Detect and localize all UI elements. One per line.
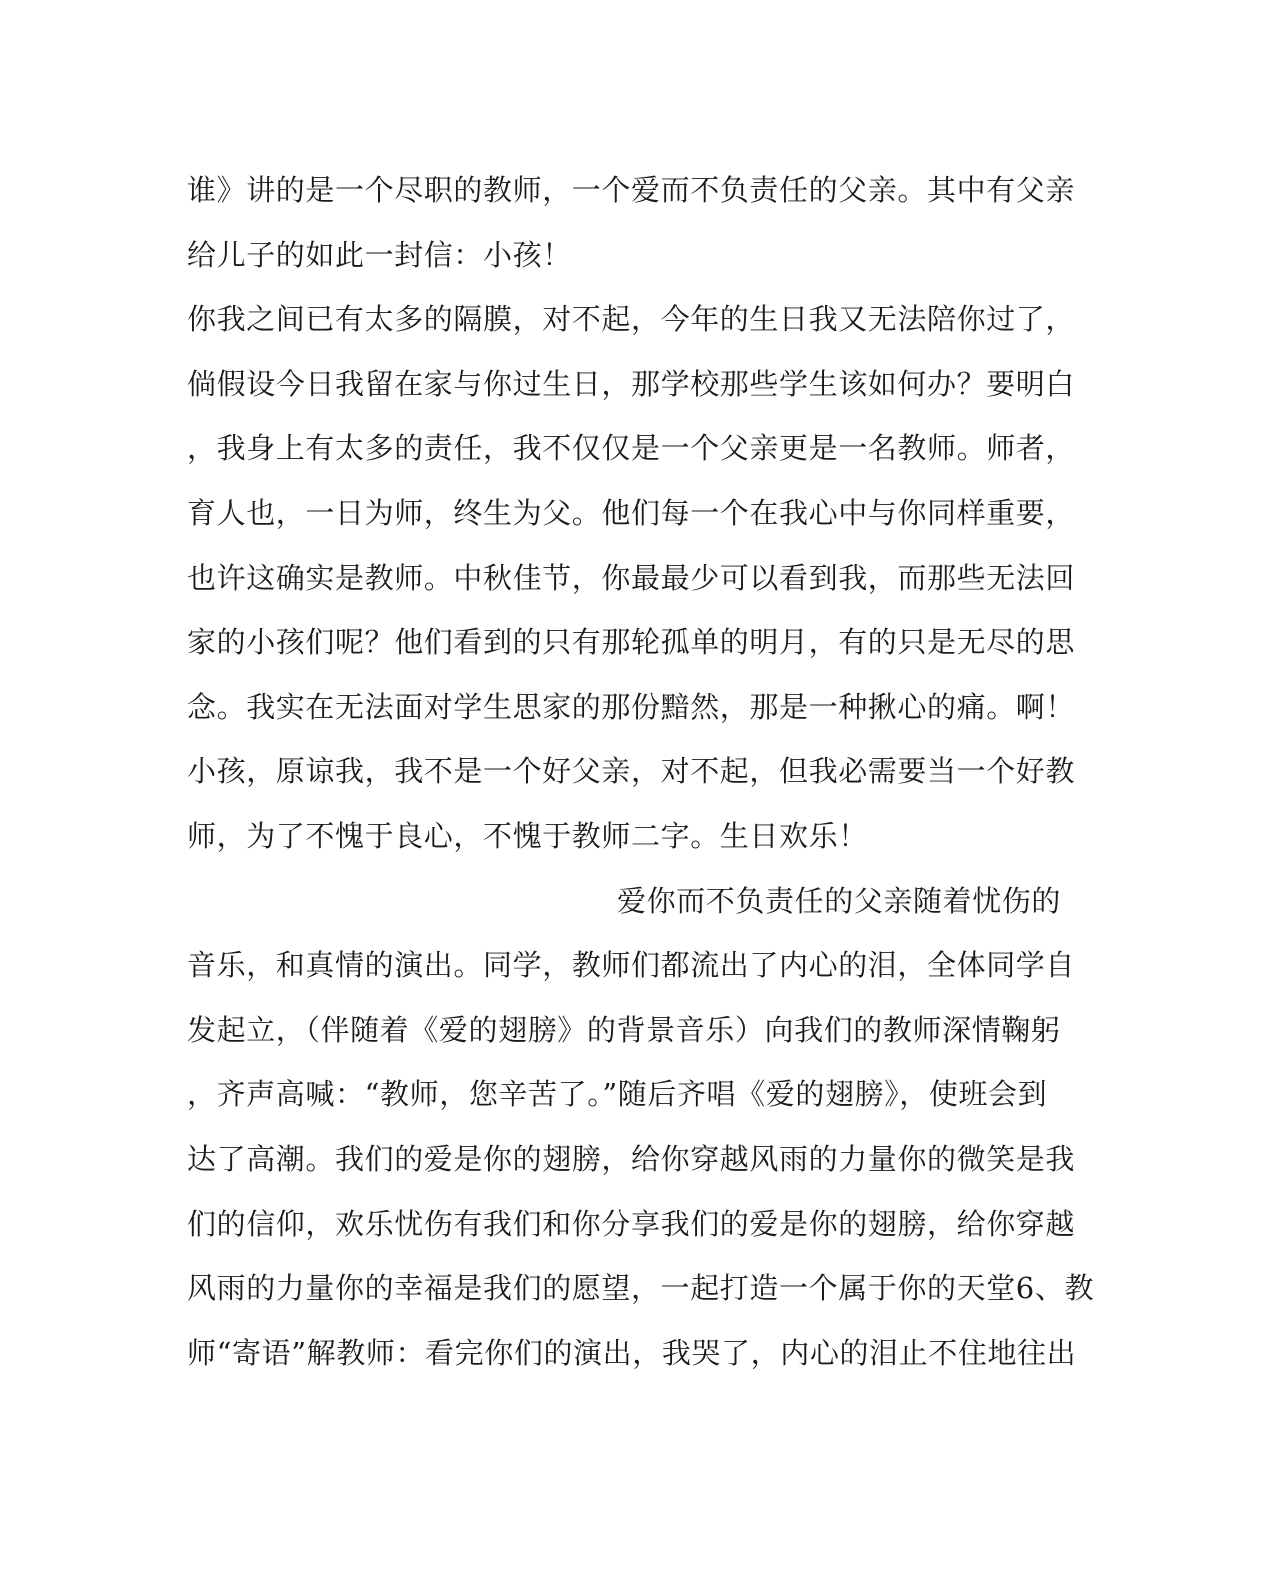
- text-line: 也许这确实是教师。中秋佳节，你最最少可以看到我，而那些无法回: [187, 560, 1076, 595]
- text-line: 谁》讲的是一个尽职的教师，一个爱而不负责任的父亲。其中有父亲: [187, 173, 1076, 207]
- text-line: 音乐，和真情的演出。同学，教师们都流出了内心的泪，全体同学自: [187, 948, 1076, 983]
- text-line: 家的小孩们呢？他们看到的只有那轮孤单的明月，有的只是无尽的思: [187, 625, 1076, 660]
- text-line: ，我身上有太多的责任，我不仅仅是一个父亲更是一名教师。师者，: [187, 431, 1076, 466]
- text-line: 们的信仰，欢乐忧伤有我们和你分享我们的爱是你的翅膀，给你穿越: [187, 1206, 1076, 1241]
- text-line: 风雨的力量你的幸福是我们的愿望，一起打造一个属于你的天堂6、教: [187, 1271, 1095, 1306]
- text-line: 给儿子的如此一封信：小孩！: [187, 237, 572, 272]
- text-line: 达了高潮。我们的爱是你的翅膀，给你穿越风雨的力量你的微笑是我: [187, 1141, 1076, 1176]
- text-line: 育人也，一日为师，终生为父。他们每一个在我心中与你同样重要，: [187, 495, 1076, 530]
- signature-line: 爱你而不负责任的父亲随着忧伤的: [617, 883, 1062, 918]
- text-line: 你我之间已有太多的隔膜，对不起，今年的生日我又无法陪你过了，: [187, 302, 1076, 337]
- text-line: 小孩，原谅我，我不是一个好父亲，对不起，但我必需要当一个好教: [187, 754, 1076, 789]
- text-line: 发起立，（伴随着《爱的翅膀》的背景音乐）向我们的教师深情鞠躬: [187, 1012, 1061, 1047]
- text-line: 师，为了不愧于良心，不愧于教师二字。生日欢乐！: [187, 818, 868, 853]
- text-line: 念。我实在无法面对学生思家的那份黯然，那是一种揪心的痛。啊！: [187, 689, 1076, 724]
- document-body: [187, 158, 1095, 1385]
- text-line: 倘假设今日我留在家与你过生日，那学校那些学生该如何办？要明白: [187, 366, 1076, 401]
- text-line: ，齐声高喊：“教师，您辛苦了。”随后齐唱《爱的翅膀》，使班会到: [187, 1077, 1048, 1112]
- text-line: 师“寄语”解教师：看完你们的演出，我哭了，内心的泪止不住地往出: [187, 1335, 1077, 1370]
